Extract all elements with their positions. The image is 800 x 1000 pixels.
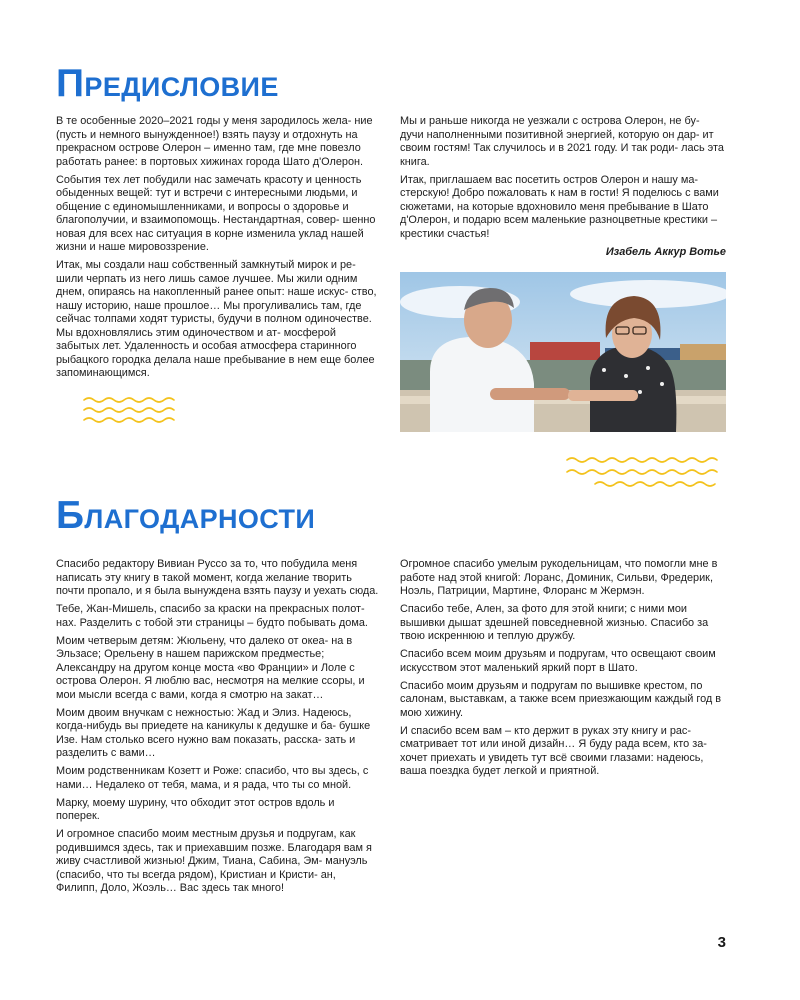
thanks-paragraph: Моим двоим внучкам с нежностью: Жад и Элиз. Надеюсь, когда-нибудь вы приедете на каникулы к дедушке и ба- бушке Изе. Нам столько всего нужно вам показать, расска- зать и разделить с вами… bbox=[56, 706, 371, 759]
preface-left-column bbox=[56, 115, 378, 385]
thanks-paragraph: Спасибо редактору Вивиан Руссо за то, что побудила меня написать эту книгу в такой момент, когда желание творить почти пропало, и я была вынуждена взять паузу и уехать сюда. bbox=[56, 558, 379, 597]
wave-decoration-right bbox=[565, 452, 725, 490]
thanks-paragraph: Моим четверым детям: Жюльену, что далеко от океа- на в Эльзасе; Орельену в нашем парижском предместье; Александру на другом конце моста «во Франции» и Лоле с острова Олерон. Я люблю вас, несмотря на мелкие ссоры, и мои мысли всегда с вами, когда я смотрю на закат… bbox=[56, 634, 365, 701]
thanks-paragraph: Тебе, Жан-Мишель, спасибо за краски на прекрасных полот- нах. Разделить с тобой эти страницы – будто побывать дома. bbox=[56, 603, 368, 629]
thanks-left-column bbox=[56, 558, 380, 900]
preface-paragraph: Итак, мы создали наш собственный замкнутый мирок и ре- шили черпать из него лишь самое лучшее. Мы жили одним днем, опираясь на накопленный ранее опыт: наше искус- ство, нашу историю, наше прошлое… Мы прогуливались там, где сейчас толпами ходят туристы, будучи в полном одиночестве. Мы вдохновлялись этим одиночеством и ат- мосферой забытых лет. Удаленность и особая атмосфера старинного рыбацкого городка делала наше пребывание в нем еще более запоминающимся. bbox=[56, 259, 377, 379]
author-signature: Изабель Аккур Вотье bbox=[605, 245, 726, 258]
thanks-paragraph: Огромное спасибо умелым рукодельницам, что помогли мне в работе над этой книгой: Лоранс, Доминик, Сильви, Фредерик, Ноэль, Патриции, Мартине, Флоранс м Жермэн. bbox=[400, 558, 718, 597]
preface-paragraph: В те особенные 2020–2021 годы у меня зародилось жела- ние (пусть и немного вынужденное!) взять паузу и отдохнуть на прекрасном острове Олерон – именно там, где мне повезло работать ранее: в портовых хижинах города Шато д'Олерон. bbox=[56, 115, 373, 168]
preface-paragraph: Мы и раньше никогда не уезжали с острова Олерон, не бу- дучи наполненными позитивной энергией, которую он дар- ит своим гостям! Так случилось и в 2021 году. И так роди- лась эта книга. bbox=[400, 115, 724, 168]
thanks-paragraph: И спасибо всем вам – кто держит в руках эту книгу и рас- сматривает тот или иной дизайн… Я буду рада всем, кто за- хочет приехать и увидеть тут всё своими глазами: надеюсь, ваша поездка будет легкой и приятной. bbox=[400, 724, 707, 777]
thanks-paragraph: Спасибо всем моим друзьям и подругам, что освещают своим искусством этот маленький яркий порт в Шато. bbox=[400, 648, 716, 674]
author-photo bbox=[400, 272, 726, 432]
wave-decoration-left bbox=[82, 394, 176, 428]
page-number: 3 bbox=[717, 934, 726, 951]
preface-heading: Предисловие bbox=[56, 62, 279, 105]
preface-paragraph: Итак, приглашаем вас посетить остров Олерон и нашу ма- стерскую! Добро пожаловать к нам в гости! Я поделюсь с вами сюжетами, на которые вдохновило меня пребывание в Шато д'Олерон, и подарю всем маленькие разноцветные крестики – крестики счастья! bbox=[400, 173, 719, 240]
preface-paragraph: События тех лет побудили нас замечать красоту и ценность обыденных вещей: тут и встречи с интересными людьми, и общение с единомышленниками, и вопросы о здоровье и благополучии, и взаимопомощь. Нестандартная, совер- шенно новая для всех нас ситуация в корне изменила уклад нашей жизни и наше мировоззрение. bbox=[56, 173, 376, 253]
thanks-paragraph: Спасибо моим друзьям и подругам по вышивке крестом, по салонам, выставкам, а также всем приезжающим каждый год в мою хижину. bbox=[400, 679, 722, 719]
preface-right-column bbox=[400, 115, 726, 259]
thanks-heading: Благодарности bbox=[56, 494, 316, 537]
thanks-paragraph: Спасибо тебе, Ален, за фото для этой книги; с ними мои вышивки дышат здешней повседневной жизнью. Спасибо за твою искреннюю и теплую дружбу. bbox=[400, 603, 709, 642]
thanks-right-column bbox=[400, 558, 726, 783]
thanks-paragraph: Марку, моему шурину, что обходит этот остров вдоль и поперек. bbox=[56, 796, 335, 822]
thanks-paragraph: И огромное спасибо моим местным друзья и подругам, как родившимся здесь, так и приехавшим позже. Благодаря вам я живу счастливой жизнью! Джим, Тиана, Сабина, Эм- мануэль (спасибо, что ты всегда рядом), Кристиан и Кристи- ан, Филипп, Доло, Жоэль… Вас здесь так много! bbox=[56, 828, 372, 894]
thanks-paragraph: Моим родственникам Козетт и Роже: спасибо, что вы здесь, с нами… Недалеко от тебя, мама, и я рада, что ты со мной. bbox=[56, 765, 369, 791]
